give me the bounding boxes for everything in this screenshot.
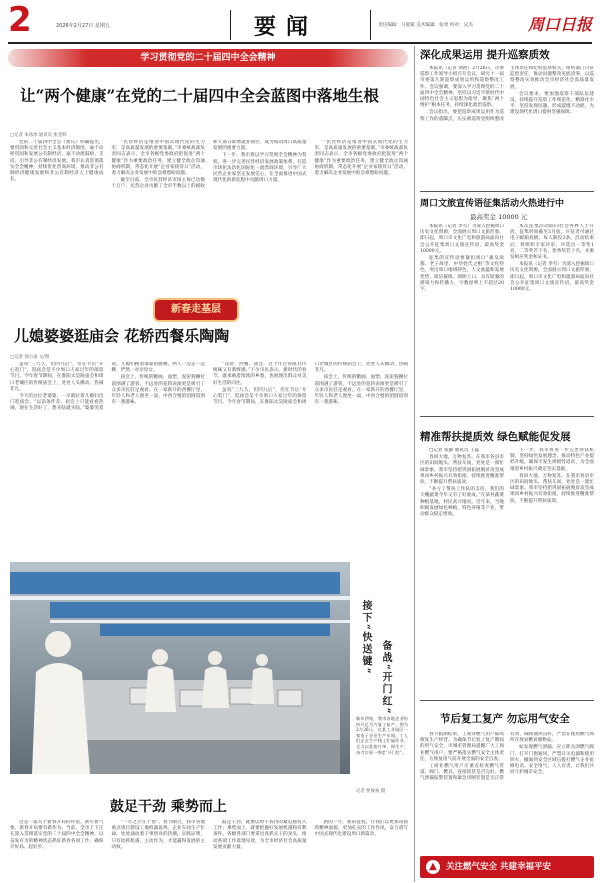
paragraph: 会议要求，要加强巡察干部队伍建设，持续提升巡察工作规范化、精准化水平，坚持发现问题、形成震慑不动摇，为建设现代化周口提供坚强保障。 [510, 91, 594, 116]
banner-text: 学习贯彻党的二十届四中全会精神 [140, 53, 276, 63]
paragraph: 新的一年，新的征程。让我们以更加昂扬的精神面貌、更加扎实的工作作风，奋力谱写中国式现代化建设周口新篇章。 [314, 820, 408, 838]
lead-body [10, 140, 408, 286]
paragraph: 春回大地，万物复苏。在我市各县市区的田间地头、帮扶车间，处处是一派忙碌景象。我市坚持把巩固拓展脱贫攻坚成果同乡村振兴有效衔接，持续推进精准帮扶，不断提升帮扶质效。 [420, 455, 504, 486]
right-lower-headline: 精准帮扶提质效 绿色赋能促发展 [420, 431, 571, 443]
ad-text: 关注燃气安全 共建幸福平安 [446, 862, 551, 872]
photo-vertical-caption-2: 备战“开门红” [380, 640, 391, 716]
paragraph: 春节假期结束，工商业燃气用户陆续恢复生产经营。为确保节后复工复产期间的用气安全，市城市管理局提醒广大工商业燃气用户，要严格落实燃气安全主体责任，在恢复用气前开展全面的安全自查。 [420, 732, 504, 762]
paragraph: 截至目前，全市民营经济市场主体已达数十万户，民营企业贡献了全市半数以上的税收和大部分新增就业岗位，成为推动周口高质量发展的重要力量。 [111, 140, 307, 190]
paragraph: 庙会上，传统的糖画、面塑、泥泥狗摊位前围满了游客，不远处的花轿表演更是吸引了众多市民驻足观看。在一家新开的西餐厅里，年轻人和老人围坐一桌，中西合璧的团圆饭别有一番滋味。 [111, 375, 205, 406]
paragraph: 党的二十届四中全会《建议》明确提出，要巩固和完善社会主义基本经济制度，毫不动摇巩固和发展公有制经济，毫不动摇鼓励、支持、引导非公有制经济发展。我市认真贯彻落实全会精神，持续优化营商环境，推动非公有制经济健康发展和非公有制经济人士健康成长。 [10, 140, 104, 183]
paragraph: 这是一篇关于新春开局的评论。新年新气象，新春开局要有新作为。当前，全市上下正在深入贯彻落实党的二十届四中全会精神，以奋发有为的精神状态抓好新春各项工作，确保开好局、起好步。 [10, 820, 104, 850]
feature-body [10, 362, 408, 558]
date-line: 2026年2月27日 星期五 [56, 23, 110, 29]
paragraph: 征集的宣传语要紧扣周口“羲皇故都、老子故里、中华姓氏之根”等文化特色，突出周口地域特色、人文底蕴和发展优势，简洁凝练、朗朗上口，具有较强的感染力和传播力，字数原则上不超过20字。 [420, 256, 504, 293]
paper-name-logo: 周口日报 [528, 15, 593, 34]
paragraph: 本次征集活动面向社会各界人士开放，征集时间截至3月底。应征者可通过电子邮箱投稿，每人限投3条。活动结束后，将组织专家评审，评选出一等奖1名、二等奖若干名、优秀奖若干名，并颁发相应奖金和证书。 [510, 224, 594, 261]
bottom-body [10, 820, 408, 880]
feature-tag-text: 新春走基层 [171, 304, 221, 315]
bottom-headline: 鼓足干劲 乘势而上 [110, 799, 227, 815]
page-number: 2 [8, 0, 32, 40]
right-middle-headline: 周口文旅宣传语征集活动火热进行中 [420, 199, 565, 209]
right-top-body [420, 66, 594, 188]
right-top-headline: 深化成果运用 提升巡察质效 [420, 49, 550, 61]
news-photo [10, 562, 350, 774]
feature-headline: 儿媳婆婆逛庙会 花轿西餐乐陶陶 [14, 327, 230, 345]
photo-credit: 记者 侯俊豪 摄 [356, 789, 386, 794]
paragraph: 会议指出，要把巡察成果运用作为巡察工作的落脚点，压实被巡察党组织整改主体责任和纪检监察机关、组织部门日常监督责任，推动问题整改见底清零，以巡察整改实效推动全市经济社会高质量发展。 [420, 66, 594, 122]
paragraph: “多亏了帮扶工作队的支持，我们的大棚蔬菜今年又有了好收成。”在某村蔬菜种植基地，村民高兴地说。近年来，当地积极发展绿色种植、特色养殖等产业，带动群众稳定增收。 [420, 487, 504, 518]
editors-line: 责任编辑：马爱斌 美术编辑：张勇 校对：吴杰 [378, 23, 473, 28]
lead-byline: □记者 朱冰冰 通讯员 张金辉 [10, 133, 67, 138]
right-lower-body [420, 448, 594, 688]
paragraph: 虽说“三九久，但四九后”，但在节后“开心逛门”，逛庙会是不少周口人家过年的保留节目。今年春节期间，在淮阳太昊陵庙会和周口老城区的传统庙会上，处处人头攒动、热闹非凡。 [213, 362, 408, 406]
paragraph: □记者 张静 通讯员 王磊 [429, 448, 480, 453]
paragraph: 本报讯（记者 李雪）为深入挖掘周口历史文化资源，全面展示周口文旅形象，即日起，周口市文化广电和旅游局面向社会公开征集周口文旅宣传语，最高奖金10000元。 [510, 262, 594, 293]
paragraph: “一年之计在于春”。春节刚过，我市各地重点项目建设工地机器轰鸣、企业车间生产忙碌，处处涌动着干事创业的热潮。实践证明，只有抢抓机遇、主动作为，才能赢得发展的主动权。 [111, 820, 205, 850]
right-middle-subtitle: 最高奖金 10000 元 [470, 213, 528, 221]
paragraph: 本报讯（记者 李雪）为深入挖掘周口历史文化资源，全面展示周口文旅形象，即日起，周口市文化广电和旅游局面向社会公开征集周口文旅宣传语，最高奖金10000元。 [420, 224, 504, 254]
paragraph: 虽说“三九久，但四九后”，但在节后“开心逛门”，逛庙会是不少周口人家过年的保留节目。今年春节期间，在淮阳太昊陵庙会和周口老城区的传统庙会上，处处人头攒动、热闹非凡。 [10, 362, 104, 392]
right-bottom-body [420, 732, 594, 850]
flame-icon: ▲ [426, 860, 440, 874]
right-middle-body [420, 224, 594, 414]
paragraph: 工商业燃气用户应重点检查燃气管道、阀门、燃具、连接软管是否完好，燃气泄漏报警装置和紧急切断装置是否正常有效，确保通风良好，严禁在使用燃气场所存放易燃易爆物品。 [420, 732, 594, 782]
section-title: 要闻 [254, 14, 319, 40]
paragraph: 下一步，我市将以学习贯彻全会精神为契机，进一步完善民营经济发展政策体系，打造市场化法治化国际化一流营商环境，引导广大民营企业家坚定发展信心，在全面推进中国式现代化的新征程中贡献周口力量。 [213, 153, 307, 184]
paragraph: 庙会上，传统的糖画、面塑、泥泥狗摊位前围满了游客，不远处的花轿表演更是吸引了众多市民驻足观看。在一家新开的西餐厅里，年轻人和老人围坐一桌，中西合璧的团圆饭别有一番滋味。 [314, 375, 408, 406]
gas-safety-ad [420, 856, 594, 878]
paragraph: 本报讯（记者 刘艳）2月26日，市委巡察工作领导小组召开会议，研究十一届市委第几轮巡察成果运用和巡察整改工作。会议强调，要深入学习贯彻党的二十届四中全会精神，坚持以习近平新时代中国特色社会主义思想为指导，聚焦“两个维护”根本任务，持续深化政治巡察。 [420, 66, 504, 109]
lead-headline: 让“两个健康”在党的二十届四中全会蓝图中落地生根 [20, 86, 379, 105]
paragraph: 如发现燃气泄漏，应立即关闭燃气阀门，打开门窗通风，严禁开关电器和使用明火，撤离到安全区域后拨打燃气企业抢修电话。安全用气，人人有责，让我们共同守护城市安全。 [510, 745, 594, 776]
paragraph: “花轿、西餐、庙会，这个年过得既有传统味又有新鲜感。”不少市民表示，新时代的春节，既承载着浓浓的乡愁，也展现出群众对美好生活的向往。 [213, 362, 307, 386]
masthead [0, 0, 600, 46]
feature-byline: □记者 徐小雨 文/图 [10, 355, 50, 360]
right-bottom-headline: 节后复工复产 勿忘用气安全 [440, 713, 570, 725]
photo-vertical-caption-1: 接下“快送键” [360, 600, 371, 676]
topic-banner [8, 49, 408, 67]
photo-caption: 新年伊始，我市各地企业纷纷开足马力复工复产。图为2月26日，在某工业园区一家电子企业生产车间，工人们正在生产线上忙碌作业，全力以赴抢订单、保生产，奋力实现一季度“开门红”。 [356, 716, 408, 755]
paragraph: “民营经济是推进中国式现代化的生力军，是高质量发展的重要基础。”市委统战部负责同志表示，全市各级党委政府把促进“两个健康”作为重要政治任务，建立健全政企沟通协商机制，常态化开展“企业家接待日”活动，着力解决企业发展中的急难愁盼问题。 [111, 140, 205, 177]
paragraph: 今天的这位老婆婆，一早就拉着儿媳妇出门逛庙会。“以前条件差，庙会上只能看看热闹，现在生活好了，想买啥就买啥。”婆婆笑着说。儿媳妇挽着婆婆的胳膊，两人一边走一边聊，俨然一对亲母女。 [10, 362, 205, 412]
paragraph: 下一步，我市将进一步完善帮扶机制，坚持绿色发展理念，推动特色产业提档升级，确保不发生规模性返贫，为全面推进乡村振兴奠定坚实基础。 [510, 448, 594, 472]
feature-tag [155, 300, 237, 320]
paragraph: 鼓足干劲，就要以时不我待的紧迫感投入工作；乘势而上，就要把握好发展机遇和有利条件。各级各部门要拿出真抓实干的劲头，推动各项工作落地见效，为全市经济社会高质量发展贡献力量。 [213, 820, 307, 850]
paragraph: “民营经济是推进中国式现代化的生力军，是高质量发展的重要基础。”市委统战部负责同志表示，全市各级党委政府把促进“两个健康”作为重要政治任务，建立健全政企沟通协商机制，常态化开展“企业家接待日”活动，着力解决企业发展中的急难愁盼问题。 [314, 140, 408, 177]
paragraph: 春回大地，万物复苏。在我市各县市区的田间地头、帮扶车间，处处是一派忙碌景象。我市坚持把巩固拓展脱贫攻坚成果同乡村振兴有效衔接，持续推进精准帮扶，不断提升帮扶质效。 [510, 473, 594, 504]
